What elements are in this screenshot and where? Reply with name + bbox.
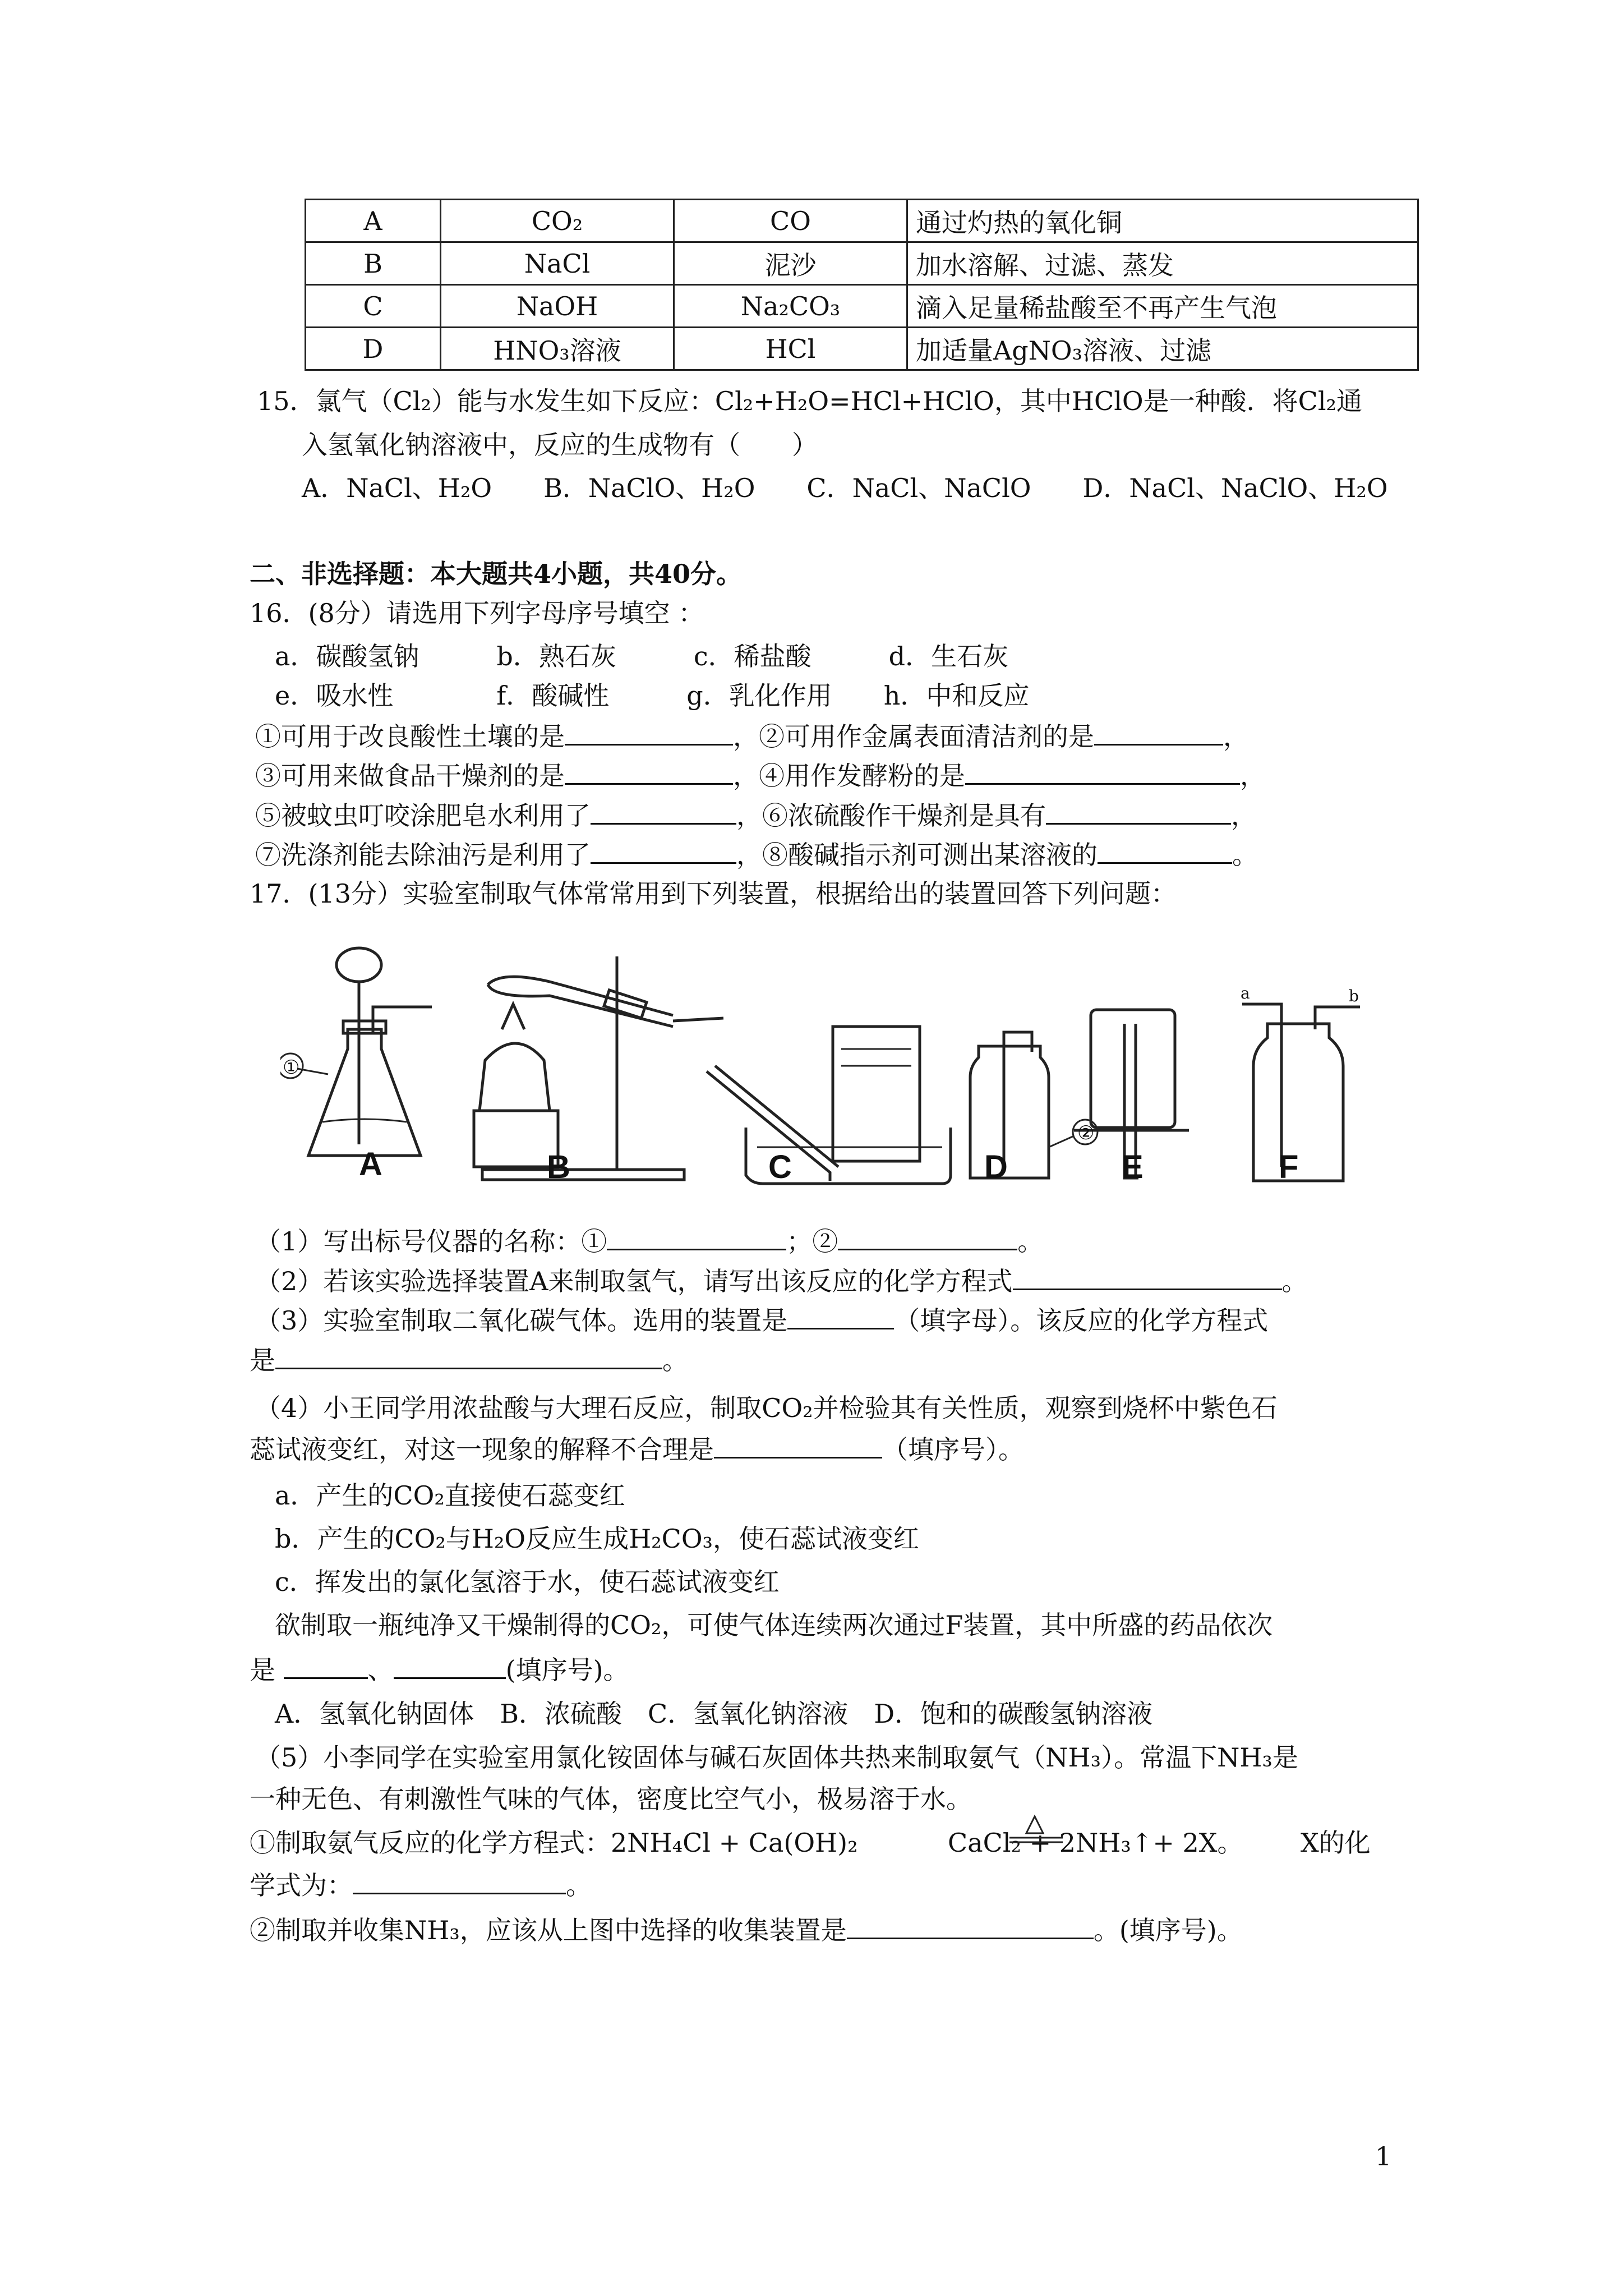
cell-method: 加水溶解、过滤、蒸发 [907, 242, 1418, 285]
q17-x-question: X的化 [1301, 1828, 1371, 1858]
marker-2: ② [1077, 1122, 1095, 1144]
q17-purify-line1: 欲制取一瓶纯净又干燥制得的CO₂，可使气体连续两次通过F装置，其中所盛的药品依次 [275, 1610, 1273, 1640]
blank-1[interactable] [565, 719, 733, 746]
label-E: E [1122, 1149, 1144, 1185]
q15-line1: 15．氯气（Cl₂）能与水发生如下反应：Cl₂+H₂O=HCl+HClO，其中HClO是一种酸．将Cl₂通 [257, 386, 1362, 416]
blank-2[interactable] [1094, 719, 1223, 746]
q17-x-formula [250, 1868, 592, 1902]
q16-sentence-4 [255, 838, 1258, 872]
q17-part3-line2 [250, 1343, 688, 1377]
blank-15[interactable] [284, 1653, 368, 1679]
q17-reagent-options: A．氢氧化钠固体 B．浓硫酸 C．氢氧化钠溶液 D．饱和的碳酸氢钠溶液 [275, 1699, 1153, 1729]
apparatus-F [1242, 1004, 1360, 1181]
section-title: 二、非选择题：本大题共4小题，共40分。 [250, 559, 743, 589]
q17-part4-line2 [250, 1432, 1024, 1466]
cell-substance: CO₂ [441, 200, 674, 242]
q16-s4-part1: ⑦洗涤剂能去除油污是利用了 [255, 840, 591, 870]
table-row [306, 285, 1418, 328]
apparatus-A [280, 948, 432, 1156]
q16-sentence-1 [255, 719, 1249, 753]
q16-stem: 16．(8分）请选用下列字母序号填空 ： [250, 598, 704, 628]
blank-8[interactable] [1098, 838, 1232, 864]
q16-s1-part1: ①可用于改良酸性土壤的是 [255, 721, 565, 752]
q17-p2-end: 。 [1281, 1266, 1308, 1296]
q17-part5-line1: （5）小李同学在实验室用氯化铵固体与碱石灰固体共热来制取氨气（NH₃）。常温下NH₃是 [255, 1742, 1298, 1773]
q17-purify-is: 是 [250, 1655, 284, 1685]
q17-p1-sep: ；② [786, 1226, 838, 1257]
q17-p1-text: （1）写出标号仪器的名称：① [255, 1226, 607, 1257]
q17-part4-line1: （4）小王同学用浓盐酸与大理石反应，制取CO₂并检验其有关性质，观察到烧杯中紫色石 [255, 1393, 1278, 1423]
cell-substance: HNO₃溶液 [441, 328, 674, 370]
cell-impurity: HCl [674, 328, 907, 370]
q16-s2-end: ， [1240, 761, 1266, 791]
impurity-removal-table [305, 199, 1419, 371]
blank-12[interactable] [787, 1303, 894, 1329]
q16-sentence-3 [255, 798, 1257, 832]
table-row [306, 200, 1418, 242]
blank-6[interactable] [1046, 798, 1231, 825]
q17-option-a: a．产生的CO₂直接使石蕊变红 [275, 1480, 625, 1511]
q15-options: A．NaCl、H₂O B．NaClO、H₂O C．NaCl、NaClO D．NaCl、NaClO、H₂O [302, 473, 1388, 503]
label-A: A [359, 1146, 382, 1182]
cell-id: C [306, 285, 441, 328]
cell-impurity: Na₂CO₃ [674, 285, 907, 328]
q17-part3 [255, 1303, 1268, 1337]
page-number: 1 [1375, 2141, 1392, 2171]
q17-equation-products [948, 1826, 1243, 1860]
q17-part1 [255, 1224, 1043, 1258]
blank-18[interactable] [847, 1913, 1094, 1939]
cell-method: 加适量AgNO₃溶液、过滤 [907, 328, 1418, 370]
table-row [306, 242, 1418, 285]
apparatus-B [474, 956, 723, 1180]
q17-collection [250, 1913, 1243, 1947]
q17-purify-line2 [250, 1653, 629, 1687]
x-formula-end: 。 [566, 1870, 592, 1901]
q17-equation-line [250, 1826, 858, 1860]
q17-p3-text: （3）实验室制取二氧化碳气体。选用的装置是 [255, 1305, 788, 1336]
q16-options-row1: a．碳酸氢钠 b．熟石灰 c．稀盐酸 d．生石灰 [275, 641, 1009, 671]
q16-s4-end: 。 [1232, 840, 1258, 870]
cell-impurity: CO [674, 200, 907, 242]
x-formula-label: 学式为： [250, 1870, 353, 1901]
label-C: C [768, 1149, 792, 1185]
q17-purify-note: (填序号)。 [505, 1655, 629, 1685]
blank-7[interactable] [591, 838, 736, 864]
q15-line2: 入氢氧化钠溶液中，反应的生成物有（ ） [302, 430, 818, 460]
blank-13[interactable] [275, 1343, 662, 1369]
port-b: b [1349, 987, 1359, 1005]
marker-1: ① [283, 1056, 300, 1079]
blank-3[interactable] [565, 758, 733, 785]
equation-reactants: ①制取氨气反应的化学方程式：2NH₄Cl + Ca(OH)₂ [250, 1828, 858, 1858]
q16-s4-part2: ，⑧酸碱指示剂可测出某溶液的 [736, 840, 1098, 870]
collection-text: ②制取并收集NH₃，应该从上图中选择的收集装置是 [250, 1915, 847, 1945]
label-F: F [1279, 1149, 1299, 1185]
q17-part2 [255, 1264, 1308, 1298]
q17-p1-end: 。 [1017, 1226, 1044, 1257]
q17-p3-end: 。 [662, 1345, 688, 1375]
label-D: D [984, 1149, 1008, 1185]
q16-s3-end: ， [1231, 800, 1257, 831]
q16-s1-part2: ，②可用作金属表面清洁剂的是 [733, 721, 1094, 752]
blank-11[interactable] [1013, 1264, 1282, 1290]
q17-option-c: c．挥发出的氯化氢溶于水，使石蕊试液变红 [275, 1567, 780, 1597]
cell-method: 通过灼热的氧化铜 [907, 200, 1418, 242]
blank-5[interactable] [591, 798, 736, 825]
cell-impurity: 泥沙 [674, 242, 907, 285]
cell-substance: NaOH [441, 285, 674, 328]
lab-apparatus-figure [280, 931, 1408, 1200]
blank-10[interactable] [838, 1224, 1017, 1250]
blank-4[interactable] [965, 758, 1240, 785]
q16-s1-end: ， [1223, 721, 1249, 752]
q17-p3-text2: （填字母）。该反应的化学方程式 [894, 1305, 1269, 1336]
heat-triangle-icon [1004, 1811, 1066, 1850]
equation-products: CaCl₂ + 2NH₃↑+ 2X。 [948, 1828, 1243, 1858]
blank-9[interactable] [607, 1224, 786, 1250]
cell-id: A [306, 200, 441, 242]
q17-option-b: b．产生的CO₂与H₂O反应生成H₂CO₃，使石蕊试液变红 [275, 1524, 919, 1554]
q17-stem: 17．(13分）实验室制取气体常常用到下列装置，根据给出的装置回答下列问题： [250, 878, 1177, 909]
q17-purify-sep: 、 [367, 1655, 394, 1685]
q17-p4-text: 蕊试液变红，对这一现象的解释不合理是 [250, 1434, 714, 1465]
q17-p4-note: （填序号）。 [882, 1434, 1024, 1465]
q16-s3-part1: ⑤被蚊虫叮咬涂肥皂水利用了 [255, 800, 591, 831]
q16-s2-part1: ③可用来做食品干燥剂的是 [255, 761, 565, 791]
q17-p2-text: （2）若该实验选择装置A来制取氢气，请写出该反应的化学方程式 [255, 1266, 1013, 1296]
q16-sentence-2 [255, 758, 1266, 793]
cell-substance: NaCl [441, 242, 674, 285]
table-row [306, 328, 1418, 370]
q17-part5-line2: 一种无色、有刺激性气味的气体，密度比空气小，极易溶于水。 [250, 1784, 972, 1814]
table-body [306, 200, 1418, 370]
cell-method: 滴入足量稀盐酸至不再产生气泡 [907, 285, 1418, 328]
q17-p3-is: 是 [250, 1345, 275, 1375]
q16-s3-part2: ，⑥浓硫酸作干燥剂是具有 [736, 800, 1046, 831]
port-a: a [1241, 984, 1250, 1002]
apparatus-C [707, 1027, 951, 1184]
cell-id: B [306, 242, 441, 285]
collection-end: 。(填序号)。 [1093, 1915, 1243, 1945]
blank-16[interactable] [394, 1653, 506, 1679]
blank-17[interactable] [353, 1868, 566, 1894]
q16-options-row2: e．吸水性 f．酸碱性 g．乳化作用 h．中和反应 [275, 680, 1030, 711]
blank-14[interactable] [714, 1432, 882, 1458]
cell-id: D [306, 328, 441, 370]
label-B: B [547, 1149, 570, 1185]
q16-s2-part2: ，④用作发酵粉的是 [733, 761, 965, 791]
